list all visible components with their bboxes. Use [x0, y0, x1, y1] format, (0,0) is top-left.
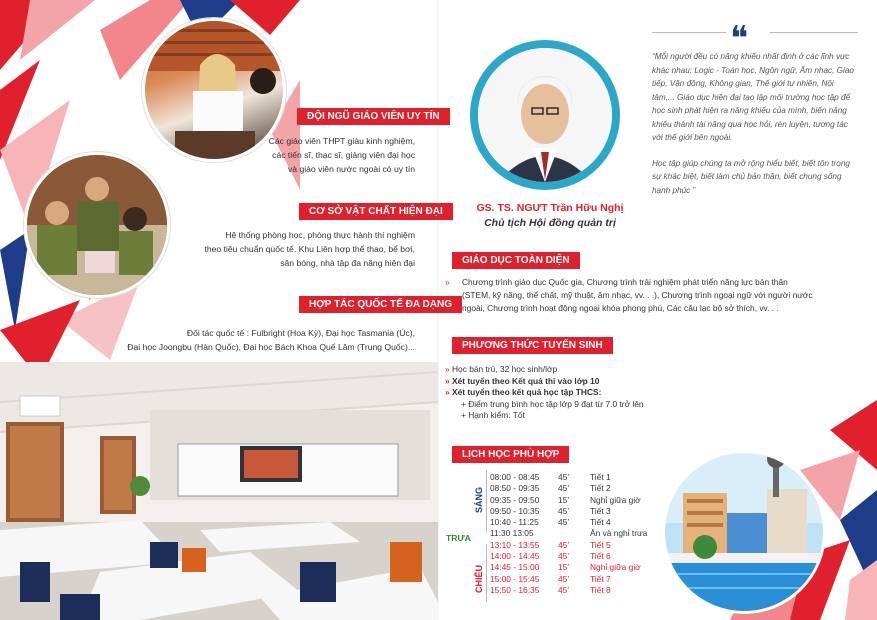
cooperation-banner: HỢP TÁC QUỐC TẾ ĐA DẠNG [299, 296, 462, 313]
education-bullet: » [445, 277, 450, 287]
quote-rule-left [652, 32, 726, 33]
admission-banner: PHƯƠNG THỨC TUYỂN SINH [452, 337, 613, 354]
person-name: GS. TS. NGƯT Trần Hữu Nghị [476, 202, 624, 214]
afternoon-label: CHIỀU [474, 565, 484, 594]
classroom-photo [0, 362, 438, 620]
portrait-frame [470, 40, 620, 190]
facilities-banner: CƠ SỞ VẬT CHẤT HIỆN ĐẠI [299, 203, 453, 220]
person-role: Chủ tịch Hội đồng quản trị [484, 217, 616, 229]
teachers-text: Các giáo viên THPT giàu kinh nghiệm, các tiến sĩ, thạc sĩ, giảng viên đại học và giáo viên nước ngoài có uy tín [268, 136, 415, 174]
portrait-photo [478, 48, 612, 182]
morning-label: SÁNG [474, 487, 484, 514]
quote-text: “Mỗi người đều có năng khiếu nhất định ở các lĩnh vực khác nhau: Logic - Toán học, Ngôn ngữ, Âm nhạc, Giao tiếp, Vận động, Không gian, Thế giới tự nhiên, Nội tâm,... Giáo dục hiện đại tạo lập môi trường học tập để học sinh phát hiện ra năng khiếu của mình, biến năng khiếu thành tài năng qua học hỏi, rèn luyện, tương tác với thế giới bên ngoài. Học tập giúp chúng ta mở rộng hiểu biết, biết tôn trọng sự khác biệt, biết làm chủ bản thân, biết chung sống hạnh phúc ” [652, 52, 854, 195]
facilities-text: Hệ thống phòng học, phòng thực hành thí nghiệm theo tiêu chuẩn quốc tế. Khu Liên hợp thể thao, bể bơi, sân bóng, nhà tập đa năng hiện đại [204, 230, 415, 268]
admission-list: » Học bán trú, 32 học sinh/lớp » Xét tuyển theo Kết quả thi vào lớp 10 » Xét tuyển theo kết quả học tập THCS: + Điểm trung bình học tập lớp 9 đạt từ 7.0 trở lên + Hạnh kiểm: Tốt [445, 364, 644, 421]
students-photo [24, 152, 170, 298]
schedule-bracket-morning [486, 470, 487, 532]
noon-label: TRƯA [446, 533, 471, 543]
pool-photo [662, 450, 826, 614]
education-text: Chương trình giáo dục Quốc gia, Chương trình trải nghiệm phát triển năng lực bản thân (STEM, kỹ năng, thể chất, mỹ thuật, âm nhạc, vv. . .), Chương trình ngoại ngữ với người nước ngoài, Chương trình hoạt động ngoại khóa phong phú, Các câu lạc bộ sở thích, vv. . . [462, 277, 813, 313]
schedule-bracket-afternoon [486, 544, 487, 602]
quote-mark-icon: ❝ [730, 20, 749, 58]
education-banner: GIÁO DỤC TOÀN DIỆN [452, 252, 580, 269]
teachers-banner: ĐỘI NGŨ GIÁO VIÊN UY TÍN [297, 108, 450, 125]
cooperation-text: Đối tác quốc tế : Fulbright (Hoa Kỳ), Đại học Tasmania (Úc), Đại học Joongbu (Hàn Quốc), Đại học Bách Khoa Quế Lâm (Trung Quốc)... [127, 328, 415, 352]
schedule-banner: LỊCH HỌC PHÙ HỢP [452, 446, 569, 463]
quote-rule-right [770, 32, 858, 33]
